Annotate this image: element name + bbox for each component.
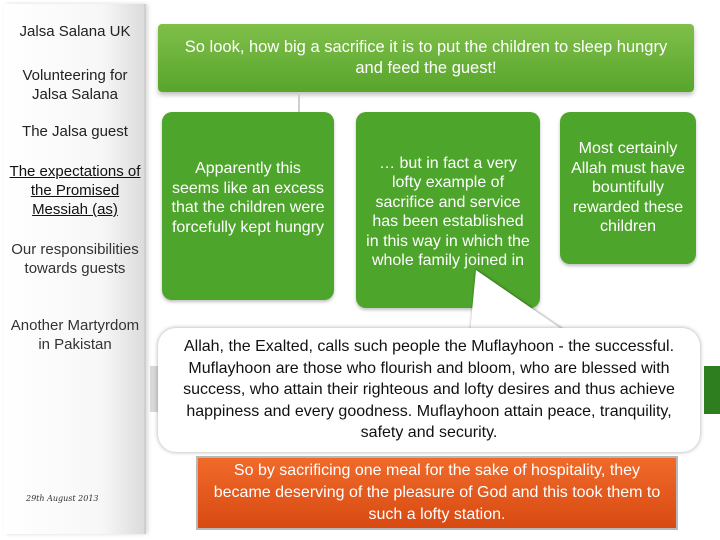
sidebar-item-martyrdom[interactable]: Another Martyrdom in Pakistan xyxy=(10,317,140,353)
box-lofty-example-text: … but in fact a very lofty example of sacrifice and service has been established in this way in which the whole family joined in xyxy=(366,154,530,269)
slide-banner xyxy=(158,24,694,92)
decorative-band-right xyxy=(704,366,720,414)
sidebar-item-jalsa-guest[interactable]: The Jalsa guest xyxy=(22,123,128,140)
sermon-date: 29th August 2013 xyxy=(26,494,99,503)
sidebar-nav xyxy=(4,4,146,534)
speech-bubble-text: Allah, the Exalted, calls such people the Muflayhoon - the successful. Muflayhoon are those who flourish and bloom, who are blessed with success, who attain their righteous and lofty desires and thus achieve happiness and every goodness. Muflayhoon attain peace, tranquility, safety and security. xyxy=(183,338,675,442)
speech-bubble xyxy=(158,328,700,452)
box-apparently xyxy=(162,112,334,300)
sidebar-item-volunteering[interactable]: Volunteering for Jalsa Salana xyxy=(22,67,128,103)
banner-text: So look, how big a sacrifice it is to put the children to sleep hungry and feed the guest! xyxy=(184,38,668,77)
box-rewarded-text: Most certainly Allah must have bountifully rewarded these children xyxy=(571,140,685,236)
box-rewarded xyxy=(560,112,696,264)
speech-bubble-pointer xyxy=(470,270,566,332)
sidebar-item-responsibilities[interactable]: Our responsibilities towards guests xyxy=(11,241,139,277)
sidebar-item-jalsa-salana-uk[interactable]: Jalsa Salana UK xyxy=(19,23,131,40)
conclusion-box xyxy=(196,456,678,530)
conclusion-text: So by sacrificing one meal for the sake of hospitality, they became deserving of the pleasure of God and this took them to such a lofty station. xyxy=(213,462,661,523)
box-apparently-text: Apparently this seems like an excess that the children were forcefully kept hungry xyxy=(171,160,325,236)
sidebar-item-expectations[interactable]: The expectations of the Promised Messiah (as) xyxy=(9,163,141,218)
